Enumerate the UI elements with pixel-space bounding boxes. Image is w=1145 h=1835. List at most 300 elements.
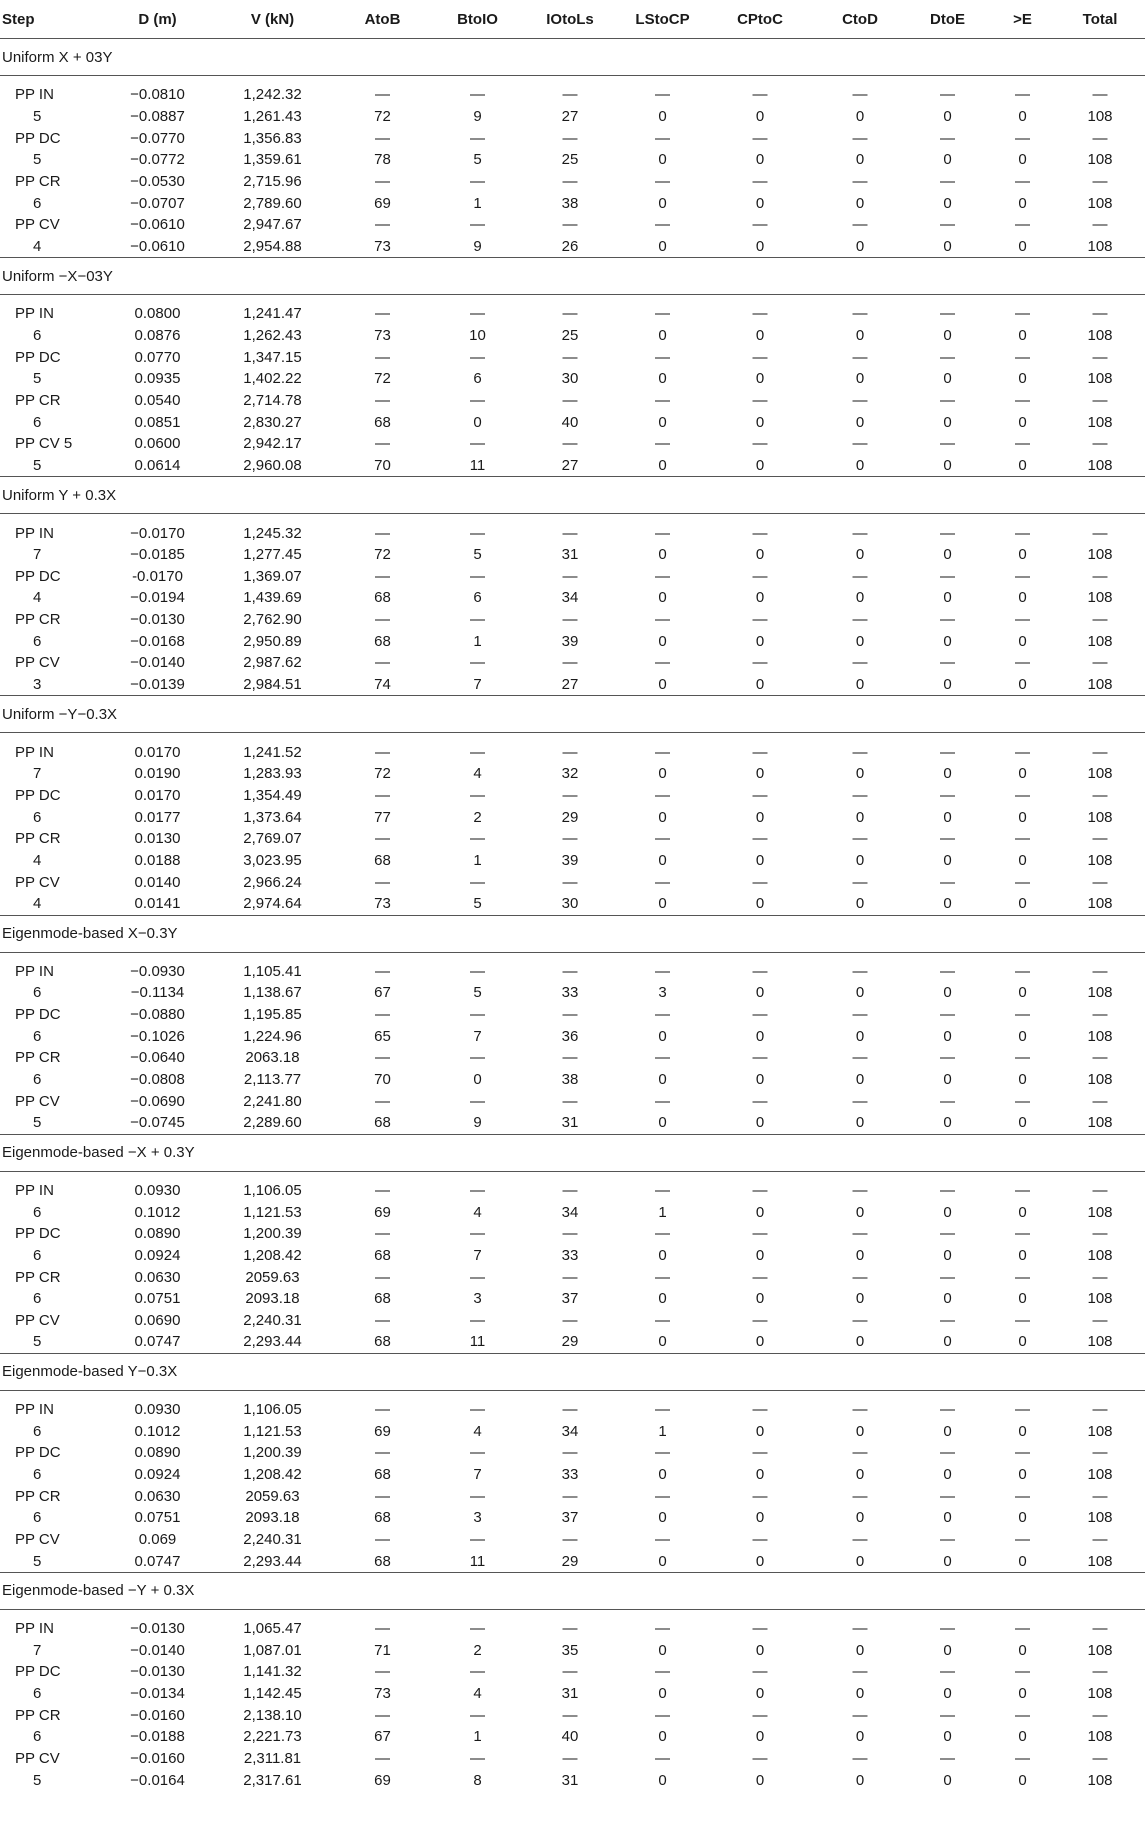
table-cell: 108 xyxy=(1087,413,1113,431)
table-cell: 29 xyxy=(561,1333,579,1351)
table-cell: 108 xyxy=(1087,370,1113,388)
table-cell: 0 xyxy=(658,370,667,388)
table-cell: 0 xyxy=(1018,632,1027,650)
table-cell: — xyxy=(1092,305,1108,323)
table-cell: 1,138.67 xyxy=(243,984,302,1002)
table-cell: 1,242.32 xyxy=(243,86,302,104)
table-cell: 72 xyxy=(374,546,391,564)
table-row xyxy=(0,733,1145,763)
table-cell: 29 xyxy=(561,1552,579,1570)
table-cell: 0 xyxy=(855,1114,865,1132)
table-row xyxy=(0,1420,1145,1442)
group-title: Uniform X + 03Y xyxy=(0,39,1145,76)
table-cell: PP CV xyxy=(15,1530,60,1548)
table-cell: 30 xyxy=(561,370,579,388)
table-cell: — xyxy=(655,1620,670,1638)
table-cell: — xyxy=(562,86,578,104)
table-cell: 0 xyxy=(658,589,667,607)
table-cell: −0.0772 xyxy=(130,151,185,169)
table-cell: 0 xyxy=(855,589,865,607)
table-cell: — xyxy=(1092,216,1108,234)
table-cell: 39 xyxy=(561,632,579,650)
table-cell: 5 xyxy=(33,370,42,388)
table-cell: 1,241.52 xyxy=(243,743,302,761)
table-cell: 1,359.61 xyxy=(243,151,302,169)
table-cell: 0 xyxy=(1018,151,1027,169)
table-cell: 7 xyxy=(473,1246,482,1264)
table-cell: — xyxy=(655,1181,670,1199)
table-cell: — xyxy=(852,962,868,980)
table-cell: PP CV xyxy=(15,1750,60,1768)
table-row xyxy=(0,1201,1145,1223)
table-cell: 0 xyxy=(1018,1685,1027,1703)
table-cell: 0 xyxy=(755,1246,765,1264)
table-cell: 1,241.47 xyxy=(243,305,302,323)
table-cell: — xyxy=(562,1706,578,1724)
table-cell: 1,121.53 xyxy=(243,1422,302,1440)
table-cell: — xyxy=(470,743,485,761)
table-cell: — xyxy=(562,216,578,234)
table-cell: 0 xyxy=(1018,1027,1027,1045)
table-cell: 0 xyxy=(855,370,865,388)
table-cell: 0 xyxy=(755,1509,765,1527)
table-cell: 69 xyxy=(374,1422,391,1440)
table-cell: — xyxy=(470,1750,485,1768)
header-row xyxy=(0,0,1145,39)
table-cell: 0 xyxy=(943,546,952,564)
table-cell: 0 xyxy=(473,413,482,431)
table-cell: — xyxy=(375,743,390,761)
group-header-row xyxy=(0,1353,1145,1390)
table-row xyxy=(0,763,1145,785)
table-cell: — xyxy=(375,1706,390,1724)
table-cell: 77 xyxy=(374,808,391,826)
table-cell: −0.0810 xyxy=(130,86,185,104)
table-cell: 108 xyxy=(1087,1552,1113,1570)
table-cell: — xyxy=(752,786,768,804)
col-header-iotols: IOtoLs xyxy=(520,0,620,39)
table-cell: 0 xyxy=(755,895,765,913)
table-cell: −0.0139 xyxy=(130,676,185,694)
table-cell: 73 xyxy=(374,895,391,913)
table-cell: 0 xyxy=(855,1246,865,1264)
table-cell: — xyxy=(1092,567,1108,585)
table-row xyxy=(0,1047,1145,1069)
table-cell: 6 xyxy=(33,1422,42,1440)
table-cell: 1,262.43 xyxy=(243,327,302,345)
table-cell: 2 xyxy=(473,1641,482,1659)
table-cell: 37 xyxy=(561,1290,579,1308)
table-cell: 1,373.64 xyxy=(243,808,302,826)
table-cell: 2,138.10 xyxy=(243,1706,302,1724)
table-cell: 69 xyxy=(374,1203,391,1221)
table-cell: — xyxy=(940,873,955,891)
table-cell: 34 xyxy=(561,589,579,607)
table-cell: 1,208.42 xyxy=(243,1246,302,1264)
table-cell: 0 xyxy=(658,765,667,783)
table-cell: 0 xyxy=(1018,984,1027,1002)
table-cell: 0 xyxy=(943,1509,952,1527)
table-cell: 6 xyxy=(33,1728,42,1746)
table-cell: — xyxy=(1092,348,1108,366)
group-title: Uniform Y + 0.3X xyxy=(0,477,1145,514)
table-cell: PP CR xyxy=(15,1487,61,1505)
table-cell: — xyxy=(1092,1268,1108,1286)
table-cell: 0 xyxy=(1018,808,1027,826)
table-cell: PP CV xyxy=(15,216,60,234)
table-cell: 70 xyxy=(374,456,391,474)
table-cell: — xyxy=(1015,567,1030,585)
table-cell: — xyxy=(655,1530,670,1548)
table-cell: — xyxy=(470,1530,485,1548)
table-cell: — xyxy=(852,1530,868,1548)
table-cell: — xyxy=(1015,216,1030,234)
table-cell: 108 xyxy=(1087,107,1113,125)
table-row xyxy=(0,1390,1145,1420)
table-cell: 36 xyxy=(561,1027,579,1045)
table-cell: — xyxy=(375,1620,390,1638)
table-cell: 0 xyxy=(943,151,952,169)
table-cell: 108 xyxy=(1087,1771,1113,1789)
col-header-step: Step xyxy=(0,0,100,39)
table-cell: 40 xyxy=(561,413,579,431)
table-cell: 6 xyxy=(473,589,482,607)
table-cell: 0 xyxy=(1018,1333,1027,1351)
table-cell: 0 xyxy=(943,1685,952,1703)
table-cell: 2,221.73 xyxy=(243,1728,302,1746)
col-header-total: Total xyxy=(1055,0,1145,39)
table-cell: 33 xyxy=(561,1465,579,1483)
col-header-cptoc: CPtoC xyxy=(705,0,815,39)
table-cell: — xyxy=(375,348,390,366)
table-row xyxy=(0,295,1145,325)
table-cell: — xyxy=(1015,348,1030,366)
table-cell: 5 xyxy=(473,895,482,913)
table-cell: 1,065.47 xyxy=(243,1620,302,1638)
table-row xyxy=(0,609,1145,631)
table-cell: — xyxy=(752,1092,768,1110)
table-cell: 0.0177 xyxy=(134,808,181,826)
table-cell: 1,195.85 xyxy=(243,1006,302,1024)
table-cell: 0 xyxy=(473,1071,482,1089)
table-cell: 108 xyxy=(1087,1071,1113,1089)
table-cell: 0 xyxy=(855,1290,865,1308)
table-cell: — xyxy=(852,392,868,409)
table-cell: 1,087.01 xyxy=(243,1641,302,1659)
table-cell: 39 xyxy=(561,851,579,869)
table-cell: 0 xyxy=(943,808,952,826)
table-cell: — xyxy=(562,1311,578,1329)
table-cell: — xyxy=(852,1663,868,1681)
table-cell: −0.0140 xyxy=(130,1641,185,1659)
table-cell: — xyxy=(375,1663,390,1681)
group-header-row xyxy=(0,477,1145,514)
table-cell: 2,289.60 xyxy=(243,1114,302,1132)
table-cell: 0 xyxy=(855,194,865,212)
table-cell: 72 xyxy=(374,370,391,388)
table-cell: — xyxy=(470,1268,485,1286)
table-cell: — xyxy=(375,129,390,147)
table-cell: — xyxy=(562,1092,578,1110)
table-row xyxy=(0,1004,1145,1026)
table-cell: 0 xyxy=(943,1465,952,1483)
table-cell: 0 xyxy=(1018,194,1027,212)
table-cell: — xyxy=(1092,1049,1108,1067)
table-row xyxy=(0,785,1145,807)
table-cell: — xyxy=(752,305,768,323)
col-header-dtoe: DtoE xyxy=(905,0,990,39)
table-cell: 0.0935 xyxy=(134,370,181,388)
table-cell: PP IN xyxy=(15,1181,54,1199)
table-cell: 7 xyxy=(473,1465,482,1483)
table-cell: 108 xyxy=(1087,237,1113,255)
table-cell: — xyxy=(562,1225,578,1243)
col-header-atob: AtoB xyxy=(330,0,435,39)
group-header-row xyxy=(0,39,1145,76)
table-cell: PP DC xyxy=(15,1225,61,1243)
table-cell: — xyxy=(752,392,768,409)
table-cell: 34 xyxy=(561,1203,579,1221)
table-cell: 0.0924 xyxy=(134,1246,181,1264)
table-cell: 1,208.42 xyxy=(243,1465,302,1483)
table-cell: PP CV xyxy=(15,873,60,891)
table-cell: 0 xyxy=(943,1552,952,1570)
table-cell: 1,200.39 xyxy=(243,1225,302,1243)
table-cell: 0 xyxy=(658,1290,667,1308)
table-cell: — xyxy=(940,524,955,542)
table-cell: 9 xyxy=(473,107,482,125)
table-cell: — xyxy=(470,786,485,804)
table-cell: 6 xyxy=(33,1203,42,1221)
table-cell: 0 xyxy=(658,151,667,169)
table-row xyxy=(0,325,1145,347)
table-cell: 1,245.32 xyxy=(243,524,302,542)
table-row xyxy=(0,1529,1145,1551)
table-cell: 1,283.93 xyxy=(243,765,302,783)
table-cell: PP CV xyxy=(15,1092,60,1110)
table-cell: PP DC xyxy=(15,567,61,585)
table-cell: 6 xyxy=(33,632,42,650)
table-cell: 0 xyxy=(755,1685,765,1703)
table-cell: 0 xyxy=(855,546,865,564)
table-row xyxy=(0,871,1145,893)
table-cell: 0 xyxy=(855,765,865,783)
table-cell: — xyxy=(752,1181,768,1199)
table-cell: — xyxy=(852,1311,868,1329)
table-cell: 0 xyxy=(658,1685,667,1703)
table-cell: — xyxy=(655,216,670,234)
table-cell: 108 xyxy=(1087,589,1113,607)
table-cell: — xyxy=(375,654,390,672)
table-cell: −0.0610 xyxy=(130,237,185,255)
table-cell: — xyxy=(655,873,670,891)
table-cell: — xyxy=(940,1268,955,1286)
table-cell: −0.0880 xyxy=(130,1006,185,1024)
table-cell: 0.1012 xyxy=(134,1203,181,1221)
table-cell: 35 xyxy=(561,1641,579,1659)
table-row xyxy=(0,1442,1145,1464)
table-cell: 0 xyxy=(755,1290,765,1308)
table-cell: 5 xyxy=(33,1552,42,1570)
table-cell: — xyxy=(940,172,955,190)
table-cell: — xyxy=(1092,524,1108,542)
table-cell: 2 xyxy=(473,808,482,826)
table-cell: — xyxy=(562,962,578,980)
table-cell: 1,277.45 xyxy=(243,546,302,564)
table-cell: — xyxy=(1092,129,1108,147)
table-cell: −0.0134 xyxy=(130,1685,185,1703)
table-cell: 0 xyxy=(1018,1641,1027,1659)
table-cell: 4 xyxy=(33,851,42,869)
table-cell: — xyxy=(1015,1225,1030,1243)
table-cell: 0.0930 xyxy=(134,1401,181,1419)
table-cell: — xyxy=(655,1750,670,1768)
table-cell: 4 xyxy=(473,765,482,783)
table-cell: 0.0600 xyxy=(134,435,181,453)
table-cell: −0.1134 xyxy=(130,984,185,1002)
table-cell: — xyxy=(752,1444,768,1462)
table-cell: — xyxy=(655,786,670,804)
col-header-v: V (kN) xyxy=(215,0,330,39)
table-cell: −0.0530 xyxy=(130,172,185,190)
table-cell: — xyxy=(940,1401,955,1419)
table-cell: 68 xyxy=(374,413,391,431)
table-cell: 4 xyxy=(33,237,42,255)
table-cell: — xyxy=(562,1181,578,1199)
table-cell: 0.0751 xyxy=(134,1290,181,1308)
table-cell: 108 xyxy=(1087,1333,1113,1351)
table-cell: 8 xyxy=(473,1771,482,1789)
table-row xyxy=(0,1748,1145,1770)
table-row xyxy=(0,1769,1145,1791)
table-cell: 1,142.45 xyxy=(243,1685,302,1703)
table-cell: 0 xyxy=(1018,413,1027,431)
table-cell: — xyxy=(752,1401,768,1419)
table-cell: — xyxy=(852,830,868,848)
table-cell: 2,984.51 xyxy=(243,676,302,694)
table-cell: −0.0160 xyxy=(130,1706,185,1724)
table-cell: 6 xyxy=(33,1465,42,1483)
table-cell: 2,714.78 xyxy=(243,392,302,409)
table-cell: 2,947.67 xyxy=(243,216,302,234)
table-cell: 9 xyxy=(473,237,482,255)
table-cell: 0 xyxy=(855,237,865,255)
table-cell: PP DC xyxy=(15,786,61,804)
table-cell: 68 xyxy=(374,1114,391,1132)
table-cell: — xyxy=(470,524,485,542)
table-cell: — xyxy=(470,873,485,891)
table-cell: 0.1012 xyxy=(134,1422,181,1440)
table-cell: −0.0808 xyxy=(130,1071,185,1089)
table-cell: — xyxy=(655,1663,670,1681)
table-cell: — xyxy=(852,1487,868,1505)
table-cell: 108 xyxy=(1087,456,1113,474)
table-cell: 0 xyxy=(755,370,765,388)
table-cell: 6 xyxy=(473,370,482,388)
table-cell: 70 xyxy=(374,1071,391,1089)
table-cell: 0 xyxy=(943,1728,952,1746)
table-cell: 0 xyxy=(658,1728,667,1746)
table-cell: 34 xyxy=(561,1422,579,1440)
table-cell: 0 xyxy=(755,456,765,474)
table-cell: — xyxy=(655,129,670,147)
table-cell: 71 xyxy=(374,1641,391,1659)
table-cell: — xyxy=(852,743,868,761)
table-cell: 31 xyxy=(561,1771,579,1789)
table-cell: 0 xyxy=(755,1465,765,1483)
table-cell: 5 xyxy=(33,1333,42,1351)
table-cell: — xyxy=(470,1311,485,1329)
table-cell: — xyxy=(562,524,578,542)
table-cell: PP CR xyxy=(15,1049,61,1067)
table-row xyxy=(0,630,1145,652)
table-cell: — xyxy=(655,86,670,104)
table-cell: 108 xyxy=(1087,151,1113,169)
table-cell: 1 xyxy=(473,632,482,650)
table-cell: — xyxy=(1015,435,1030,453)
table-cell: 6 xyxy=(33,1685,42,1703)
table-cell: 0 xyxy=(1018,1114,1027,1132)
table-cell: 108 xyxy=(1087,1246,1113,1264)
table-cell: — xyxy=(375,1092,390,1110)
table-cell: 68 xyxy=(374,1509,391,1527)
table-cell: −0.0188 xyxy=(130,1728,185,1746)
table-cell: 0 xyxy=(658,1333,667,1351)
table-cell: 11 xyxy=(469,456,486,474)
table-cell: 0 xyxy=(1018,1203,1027,1221)
table-cell: 108 xyxy=(1087,327,1113,345)
table-row xyxy=(0,149,1145,171)
table-cell: — xyxy=(852,611,868,629)
table-cell: — xyxy=(1092,1006,1108,1024)
table-cell: — xyxy=(852,1444,868,1462)
table-cell: 0 xyxy=(755,1071,765,1089)
group-header-row xyxy=(0,1572,1145,1609)
table-cell: — xyxy=(562,172,578,190)
table-cell: — xyxy=(752,962,768,980)
table-cell: — xyxy=(1092,86,1108,104)
table-row xyxy=(0,390,1145,412)
table-cell: — xyxy=(1015,1092,1030,1110)
table-cell: 108 xyxy=(1087,808,1113,826)
table-cell: 0.0800 xyxy=(134,305,181,323)
table-cell: 1 xyxy=(658,1422,667,1440)
table-row xyxy=(0,76,1145,106)
table-cell: 2,789.60 xyxy=(243,194,302,212)
table-cell: — xyxy=(940,392,955,409)
table-cell: — xyxy=(1092,1311,1108,1329)
table-cell: PP CV xyxy=(15,654,60,672)
table-cell: 0 xyxy=(855,632,865,650)
table-cell: 0.0630 xyxy=(134,1487,181,1505)
table-cell: — xyxy=(470,348,485,366)
table-cell: 0.0747 xyxy=(134,1552,181,1570)
table-cell: 2,113.77 xyxy=(243,1071,302,1089)
table-cell: 6 xyxy=(33,1246,42,1264)
table-cell: 0 xyxy=(943,984,952,1002)
table-cell: — xyxy=(1015,1401,1030,1419)
table-cell: 0.0876 xyxy=(134,327,181,345)
table-cell: 0 xyxy=(658,327,667,345)
table-cell: 1,121.53 xyxy=(243,1203,302,1221)
table-cell: — xyxy=(470,1092,485,1110)
table-cell: 0 xyxy=(755,107,765,125)
table-cell: 0 xyxy=(1018,1552,1027,1570)
table-cell: 0 xyxy=(943,194,952,212)
table-cell: — xyxy=(375,1444,390,1462)
table-cell: 2093.18 xyxy=(245,1509,300,1527)
table-cell: 3 xyxy=(33,676,42,694)
